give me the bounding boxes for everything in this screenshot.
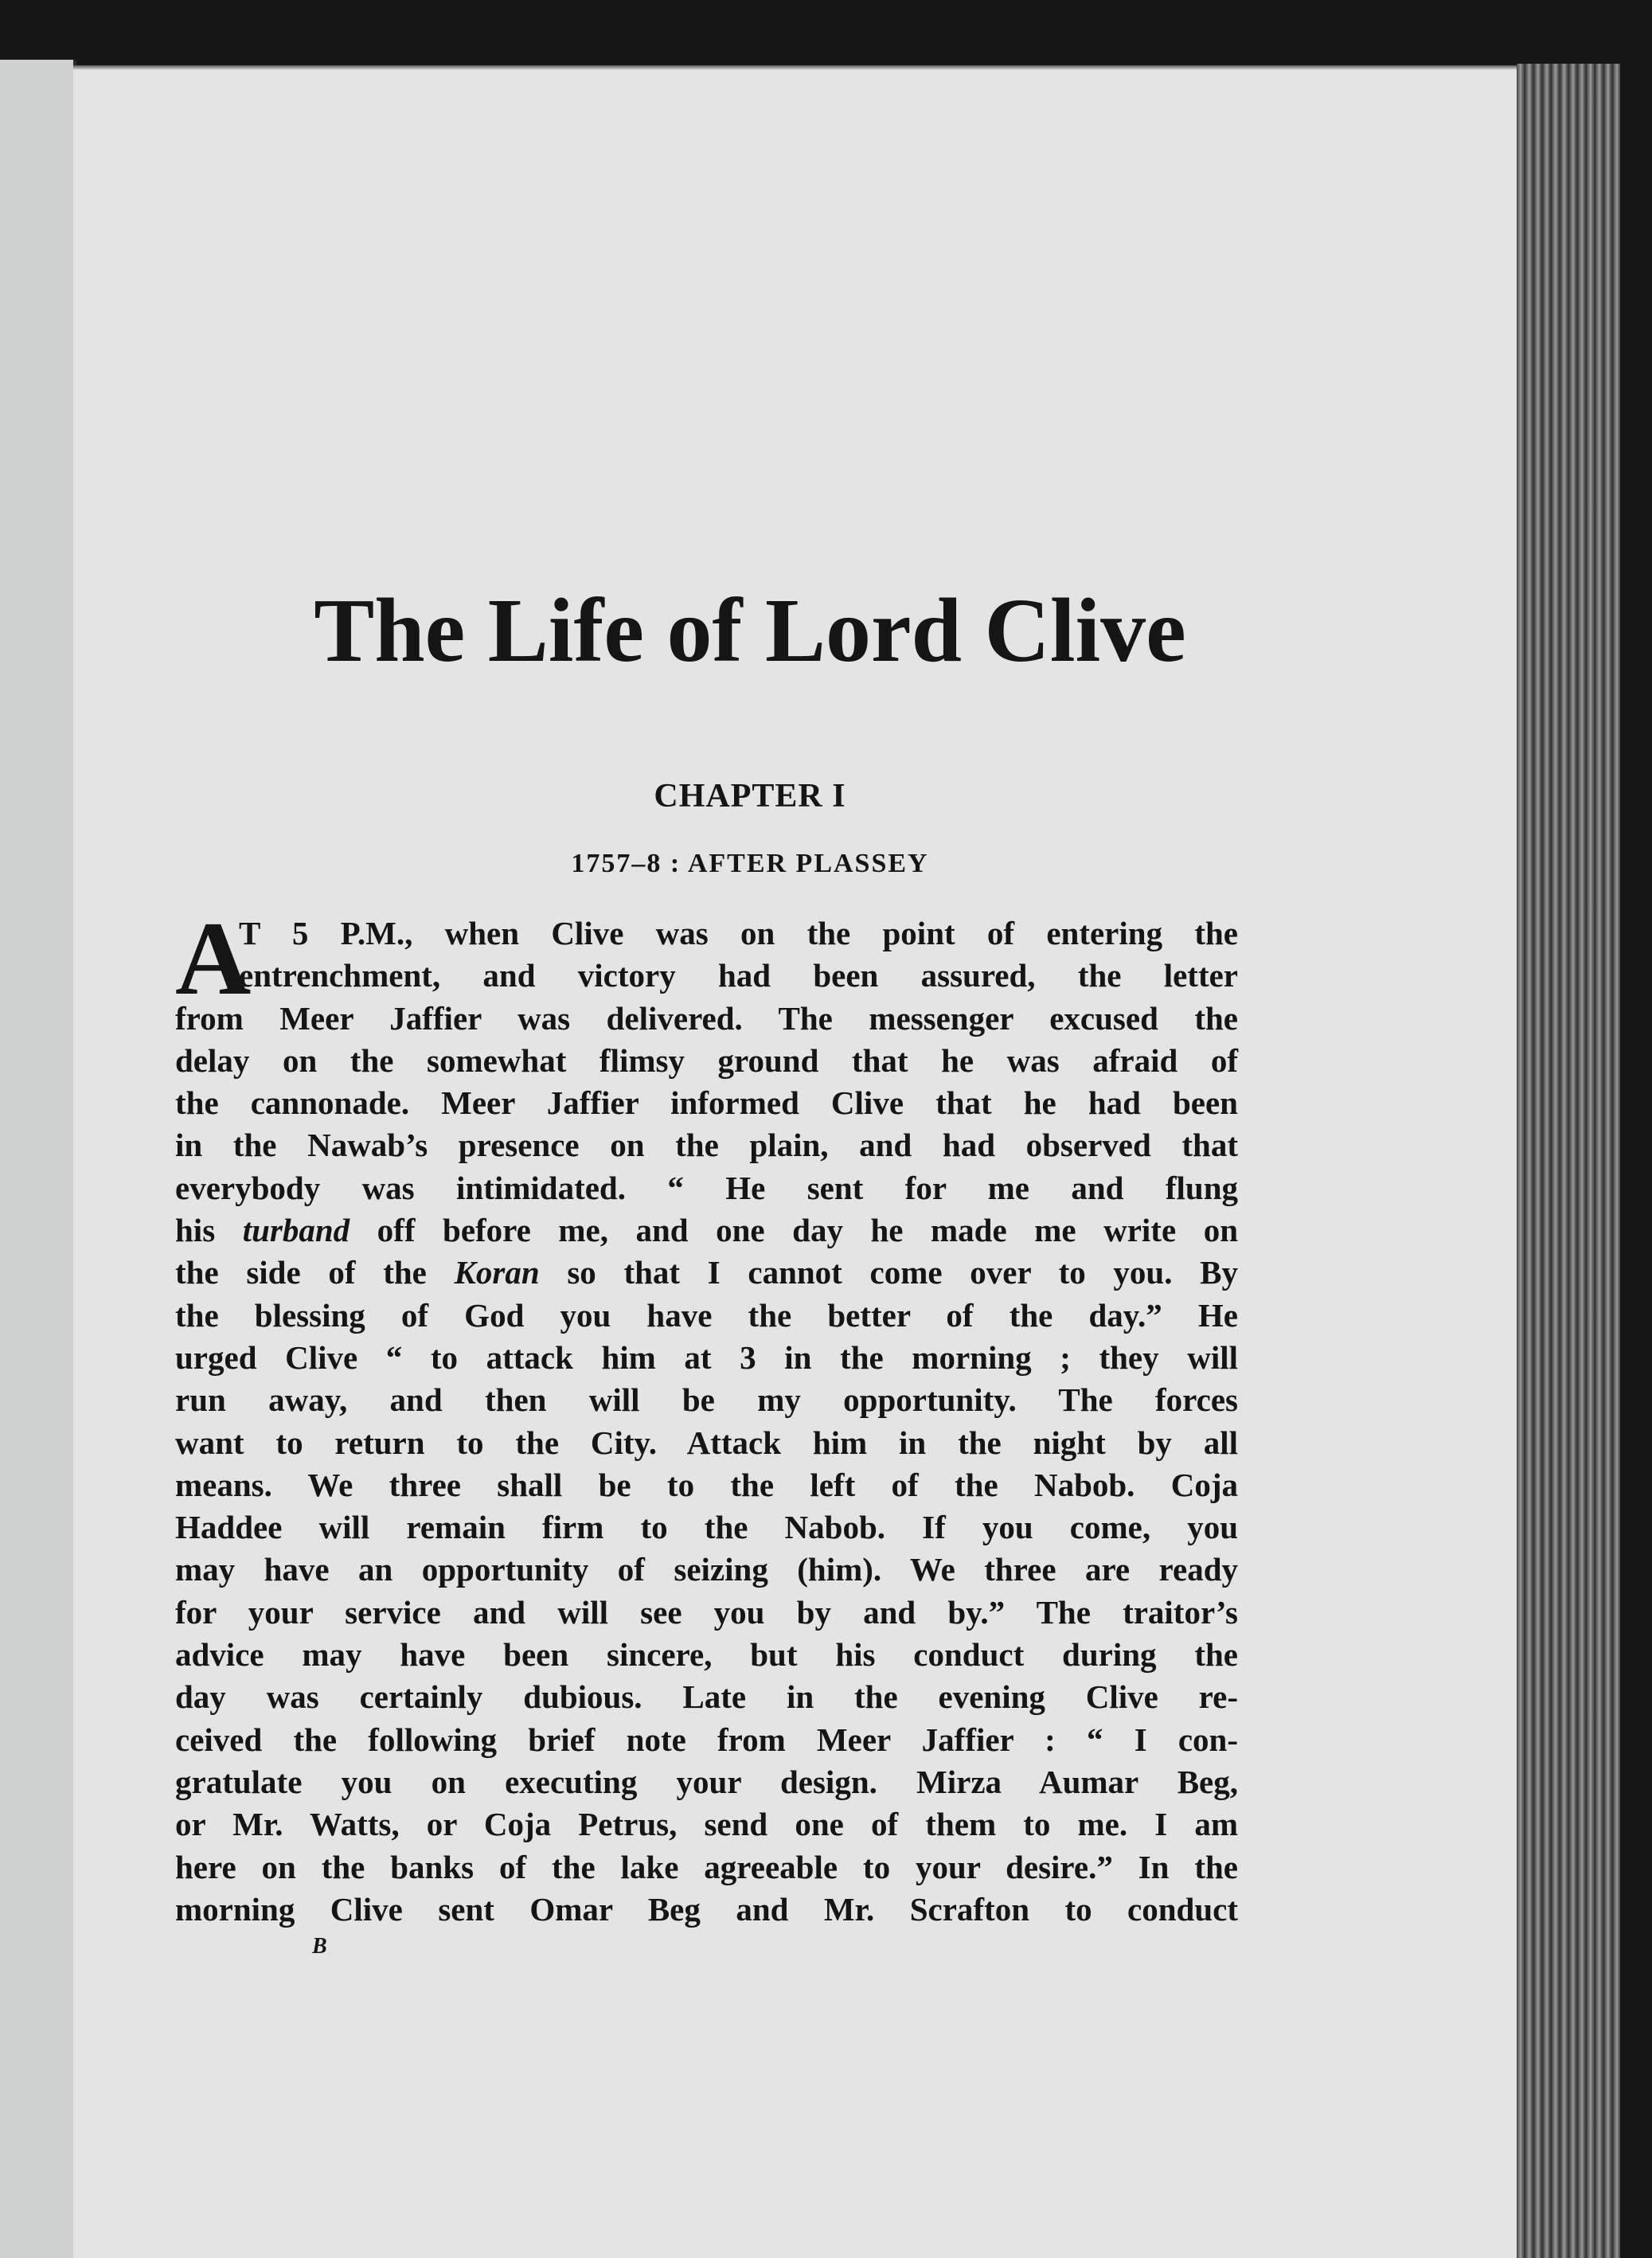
paragraph-lines	[175, 955, 1238, 1931]
text-line: ceived the following brief note from Meer Jaffier : “ I con-	[175, 1721, 1238, 1758]
text-line: here on the banks of the lake agreeable to your desire.” In the	[175, 1848, 1238, 1885]
left-page-edge	[0, 60, 76, 2258]
text-line: or Mr. Watts, or Coja Petrus, send one of them to me. I am	[175, 1806, 1238, 1843]
text-line: delay on the somewhat flimsy ground that he was afraid of	[175, 1041, 1238, 1079]
text-line: his turband off before me, and one day he made me write on	[175, 1212, 1238, 1249]
first-line-start: T 5	[239, 915, 341, 951]
chapter-subheading	[73, 844, 1427, 884]
text-line: means. We three shall be to the left of the Nabob. Coja	[175, 1466, 1238, 1503]
text-line: the cannonade. Meer Jaffier informed Clive that he had been	[175, 1084, 1238, 1122]
first-line-pm: P.M.	[340, 915, 405, 951]
chapter-heading: CHAPTER I	[654, 778, 846, 815]
first-line-end: , when Clive was on the point of entering the	[404, 915, 1238, 951]
text-line: from Meer Jaffier was delivered. The messenger excused the	[175, 999, 1238, 1037]
text-line: everybody was intimidated. “ He sent for me and flung	[175, 1169, 1238, 1206]
text-line	[175, 912, 1238, 955]
text-line: run away, and then will be my opportunity. The forces	[175, 1381, 1238, 1419]
text-line: urged Clive “ to attack him at 3 in the morning ; they will	[175, 1338, 1238, 1376]
text-line: gratulate you on executing your design. Mirza Aumar Beg,	[175, 1763, 1238, 1800]
text-line: Haddee will remain firm to the Nabob. If you come, you	[175, 1509, 1238, 1546]
book-title: The Life of Lord Clive	[314, 580, 1186, 681]
text-line: the side of the Koran so that I cannot come over to you. By	[175, 1254, 1238, 1291]
book-fore-edge	[1517, 64, 1620, 2258]
signature-mark: B	[312, 1934, 327, 1959]
text-line: morning Clive sent Omar Beg and Mr. Scrafton to conduct	[175, 1890, 1238, 1928]
subheading-dates: 1757–8 :	[571, 849, 688, 878]
text-line: the blessing of God you have the better of the day.” He	[175, 1296, 1238, 1334]
text-line: want to return to the City. Attack him in the night by all	[175, 1424, 1238, 1461]
body-text	[175, 900, 1238, 1931]
text-line: may have an opportunity of seizing (him). We three are ready	[175, 1551, 1238, 1588]
text-line: entrenchment, and victory had been assured, the letter	[239, 957, 1238, 994]
text-line: in the Nawab’s presence on the plain, and had observed that	[175, 1127, 1238, 1164]
text-line: day was certainly dubious. Late in the evening Clive re-	[175, 1678, 1238, 1716]
page-content	[73, 65, 1521, 2258]
text-line: for your service and will see you by and by.” The traitor’s	[175, 1593, 1238, 1631]
text-line: advice may have been sincere, but his conduct during the	[175, 1636, 1238, 1674]
drop-cap: A	[175, 900, 252, 1017]
subheading-title: AFTER PLASSEY	[687, 849, 929, 878]
